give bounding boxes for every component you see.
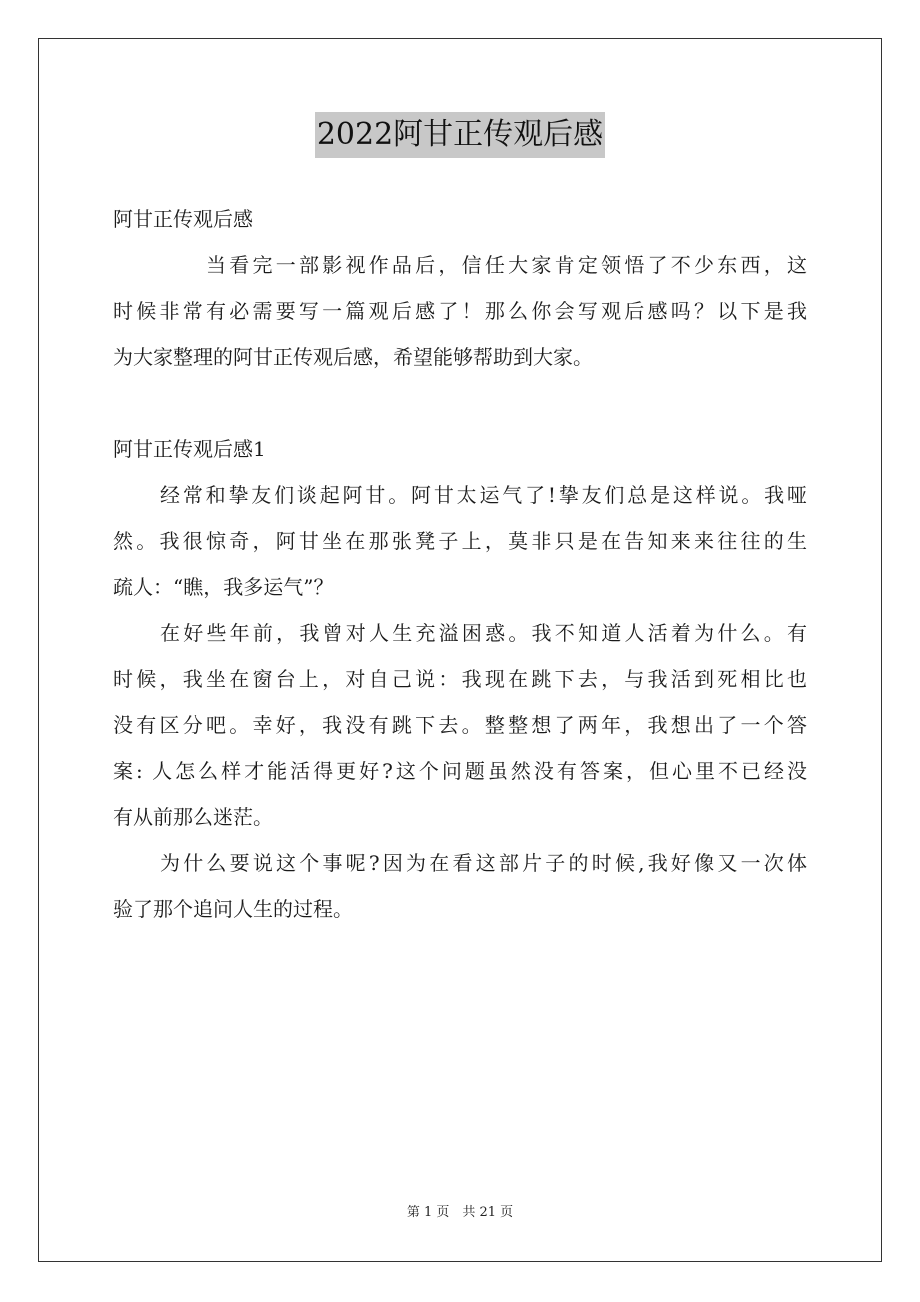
document-body [113,196,807,932]
intro-line: 为大家整理的阿甘正传观后感，希望能够帮助到大家。 [113,345,593,369]
paragraph-line: 验了那个追问人生的过程。 [113,897,353,921]
paragraph-line: 然。我很惊奇，阿甘坐在那张凳子上，莫非只是在告知来来往往的生 [113,529,807,553]
section-heading: 阿甘正传观后感1 [113,437,266,461]
intro-line: 当看完一部影视作品后，信任大家肯定领悟了不少东西，这 [206,253,807,277]
page-number: 第 1 页 共 21 页 [406,1205,514,1220]
body-paragraph [113,610,807,840]
paragraph-line: 没有区分吧。幸好，我没有跳下去。整整想了两年，我想出了一个答 [113,713,807,737]
page-footer [0,1204,920,1222]
title-container [0,112,920,158]
document-title: 2022阿甘正传观后感 [315,112,605,158]
intro-paragraph [113,242,807,380]
paragraph-line: 案: 人怎么样才能活得更好?这个问题虽然没有答案，但心里不已经没 [113,759,807,783]
paragraph-line: 在好些年前，我曾对人生充溢困惑。我不知道人活着为什么。有 [160,621,807,645]
body-paragraph [113,472,807,610]
paragraph-line: 经常和挚友们谈起阿甘。阿甘太运气了!挚友们总是这样说。我哑 [160,483,807,507]
document-subtitle: 阿甘正传观后感 [113,207,253,231]
blank-line [113,380,807,426]
paragraph-line: 为什么要说这个事呢?因为在看这部片子的时候,我好像又一次体 [160,851,807,875]
body-paragraph [113,840,807,932]
paragraph-line: 有从前那么迷茫。 [113,805,273,829]
paragraph-line: 疏人：“瞧，我多运气”？ [113,575,334,599]
paragraph-line: 时候，我坐在窗台上，对自己说：我现在跳下去，与我活到死相比也 [113,667,807,691]
intro-line: 时候非常有必需要写一篇观后感了！那么你会写观后感吗？以下是我 [113,299,807,323]
